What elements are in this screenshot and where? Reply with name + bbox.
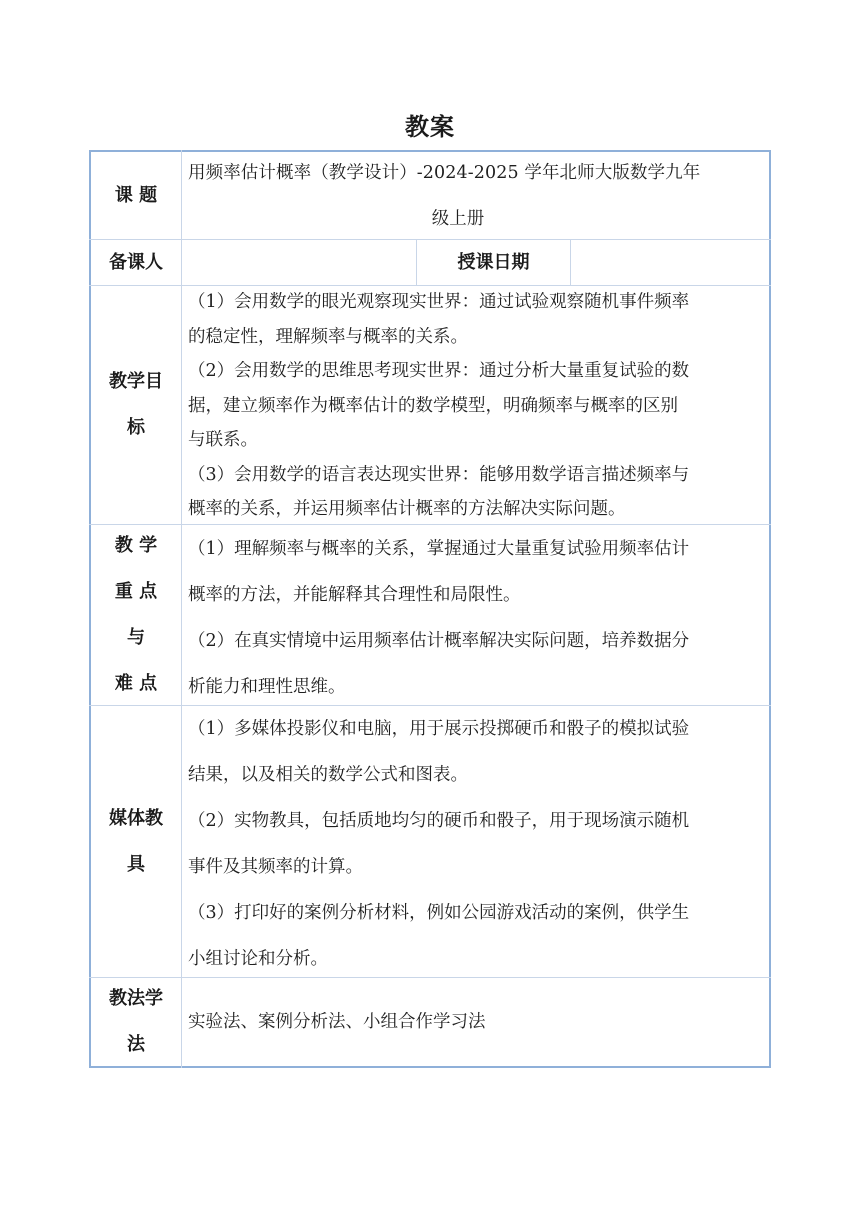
key-points-label <box>91 525 181 705</box>
objectives-line: （2）会用数学的思维思考现实世界：通过分析大量重复试验的数 <box>188 361 690 381</box>
media-label <box>91 706 181 977</box>
objectives-line: （1）会用数学的眼光观察现实世界：通过试验观察随机事件频率 <box>188 292 690 312</box>
key-points-label-line-3: 与 <box>127 627 145 648</box>
preparer-value <box>188 240 413 285</box>
key-points-line: （2）在真实情境中运用频率估计概率解决实际问题，培养数据分 <box>188 631 690 651</box>
media-label-line-2: 具 <box>127 853 145 875</box>
lesson-plan-table <box>89 150 771 1068</box>
date-label-text: 授课日期 <box>457 251 530 273</box>
column-divider <box>181 150 182 1068</box>
methods-label-line-1: 教法学 <box>109 988 163 1009</box>
date-value <box>577 240 767 285</box>
topic-label <box>91 152 181 239</box>
methods-label <box>91 978 181 1066</box>
key-points-line: 析能力和理性思维。 <box>188 677 346 697</box>
methods-text: 实验法、案例分析法、小组合作学习法 <box>188 1012 486 1032</box>
key-points-label-line-2: 重 点 <box>114 581 158 602</box>
topic-value <box>188 150 768 242</box>
topic-line-1: 用频率估计概率（教学设计）-2024-2025 学年北师大版数学九年 <box>188 163 701 183</box>
objectives-label <box>91 286 181 524</box>
objectives-line: 的稳定性，理解频率与概率的关系。 <box>188 326 468 347</box>
key-points-line: （1）理解频率与概率的关系，掌握通过大量重复试验用频率估计 <box>188 539 690 559</box>
topic-line-2: 级上册 <box>431 209 485 229</box>
objectives-line: 概率的关系，并运用频率估计概率的方法解决实际问题。 <box>188 499 626 519</box>
topic-label-text: 课 题 <box>114 184 158 206</box>
preparer-label-text: 备课人 <box>109 251 163 273</box>
table-border-right <box>769 150 771 1068</box>
date-label <box>417 240 570 285</box>
preparer-label <box>91 240 181 285</box>
objectives-value <box>188 285 764 527</box>
media-line: 结果，以及相关的数学公式和图表。 <box>188 765 468 785</box>
key-points-label-line-1: 教 学 <box>114 535 158 556</box>
media-line: （2）实物教具，包括质地均匀的硬币和骰子，用于现场演示随机 <box>188 811 690 831</box>
objectives-line: 据，建立频率作为概率估计的数学模型，明确频率与概率的区别 <box>188 395 678 416</box>
media-line: 事件及其频率的计算。 <box>188 857 363 877</box>
media-line: （3）打印好的案例分析材料，例如公园游戏活动的案例，供学生 <box>188 903 690 923</box>
methods-label-line-2: 法 <box>127 1034 145 1055</box>
media-value <box>188 706 764 982</box>
column-divider <box>570 239 571 285</box>
document-title: 教案 <box>405 113 455 141</box>
objectives-line: 与联系。 <box>188 430 258 450</box>
objectives-label-line-2: 标 <box>127 417 145 438</box>
objectives-line: （3）会用数学的语言表达现实世界：能够用数学语言描述频率与 <box>188 464 690 485</box>
key-points-line: 概率的方法，并能解释其合理性和局限性。 <box>188 585 521 605</box>
table-border-bottom <box>89 1066 771 1068</box>
media-line: （1）多媒体投影仪和电脑，用于展示投掷硬币和骰子的模拟试验 <box>188 719 690 739</box>
methods-value <box>188 978 764 1066</box>
media-line: 小组讨论和分析。 <box>188 949 328 969</box>
key-points-value <box>188 526 764 710</box>
key-points-label-line-4: 难 点 <box>114 673 158 694</box>
objectives-label-line-1: 教学目 <box>109 371 163 392</box>
media-label-line-1: 媒体教 <box>109 807 163 829</box>
